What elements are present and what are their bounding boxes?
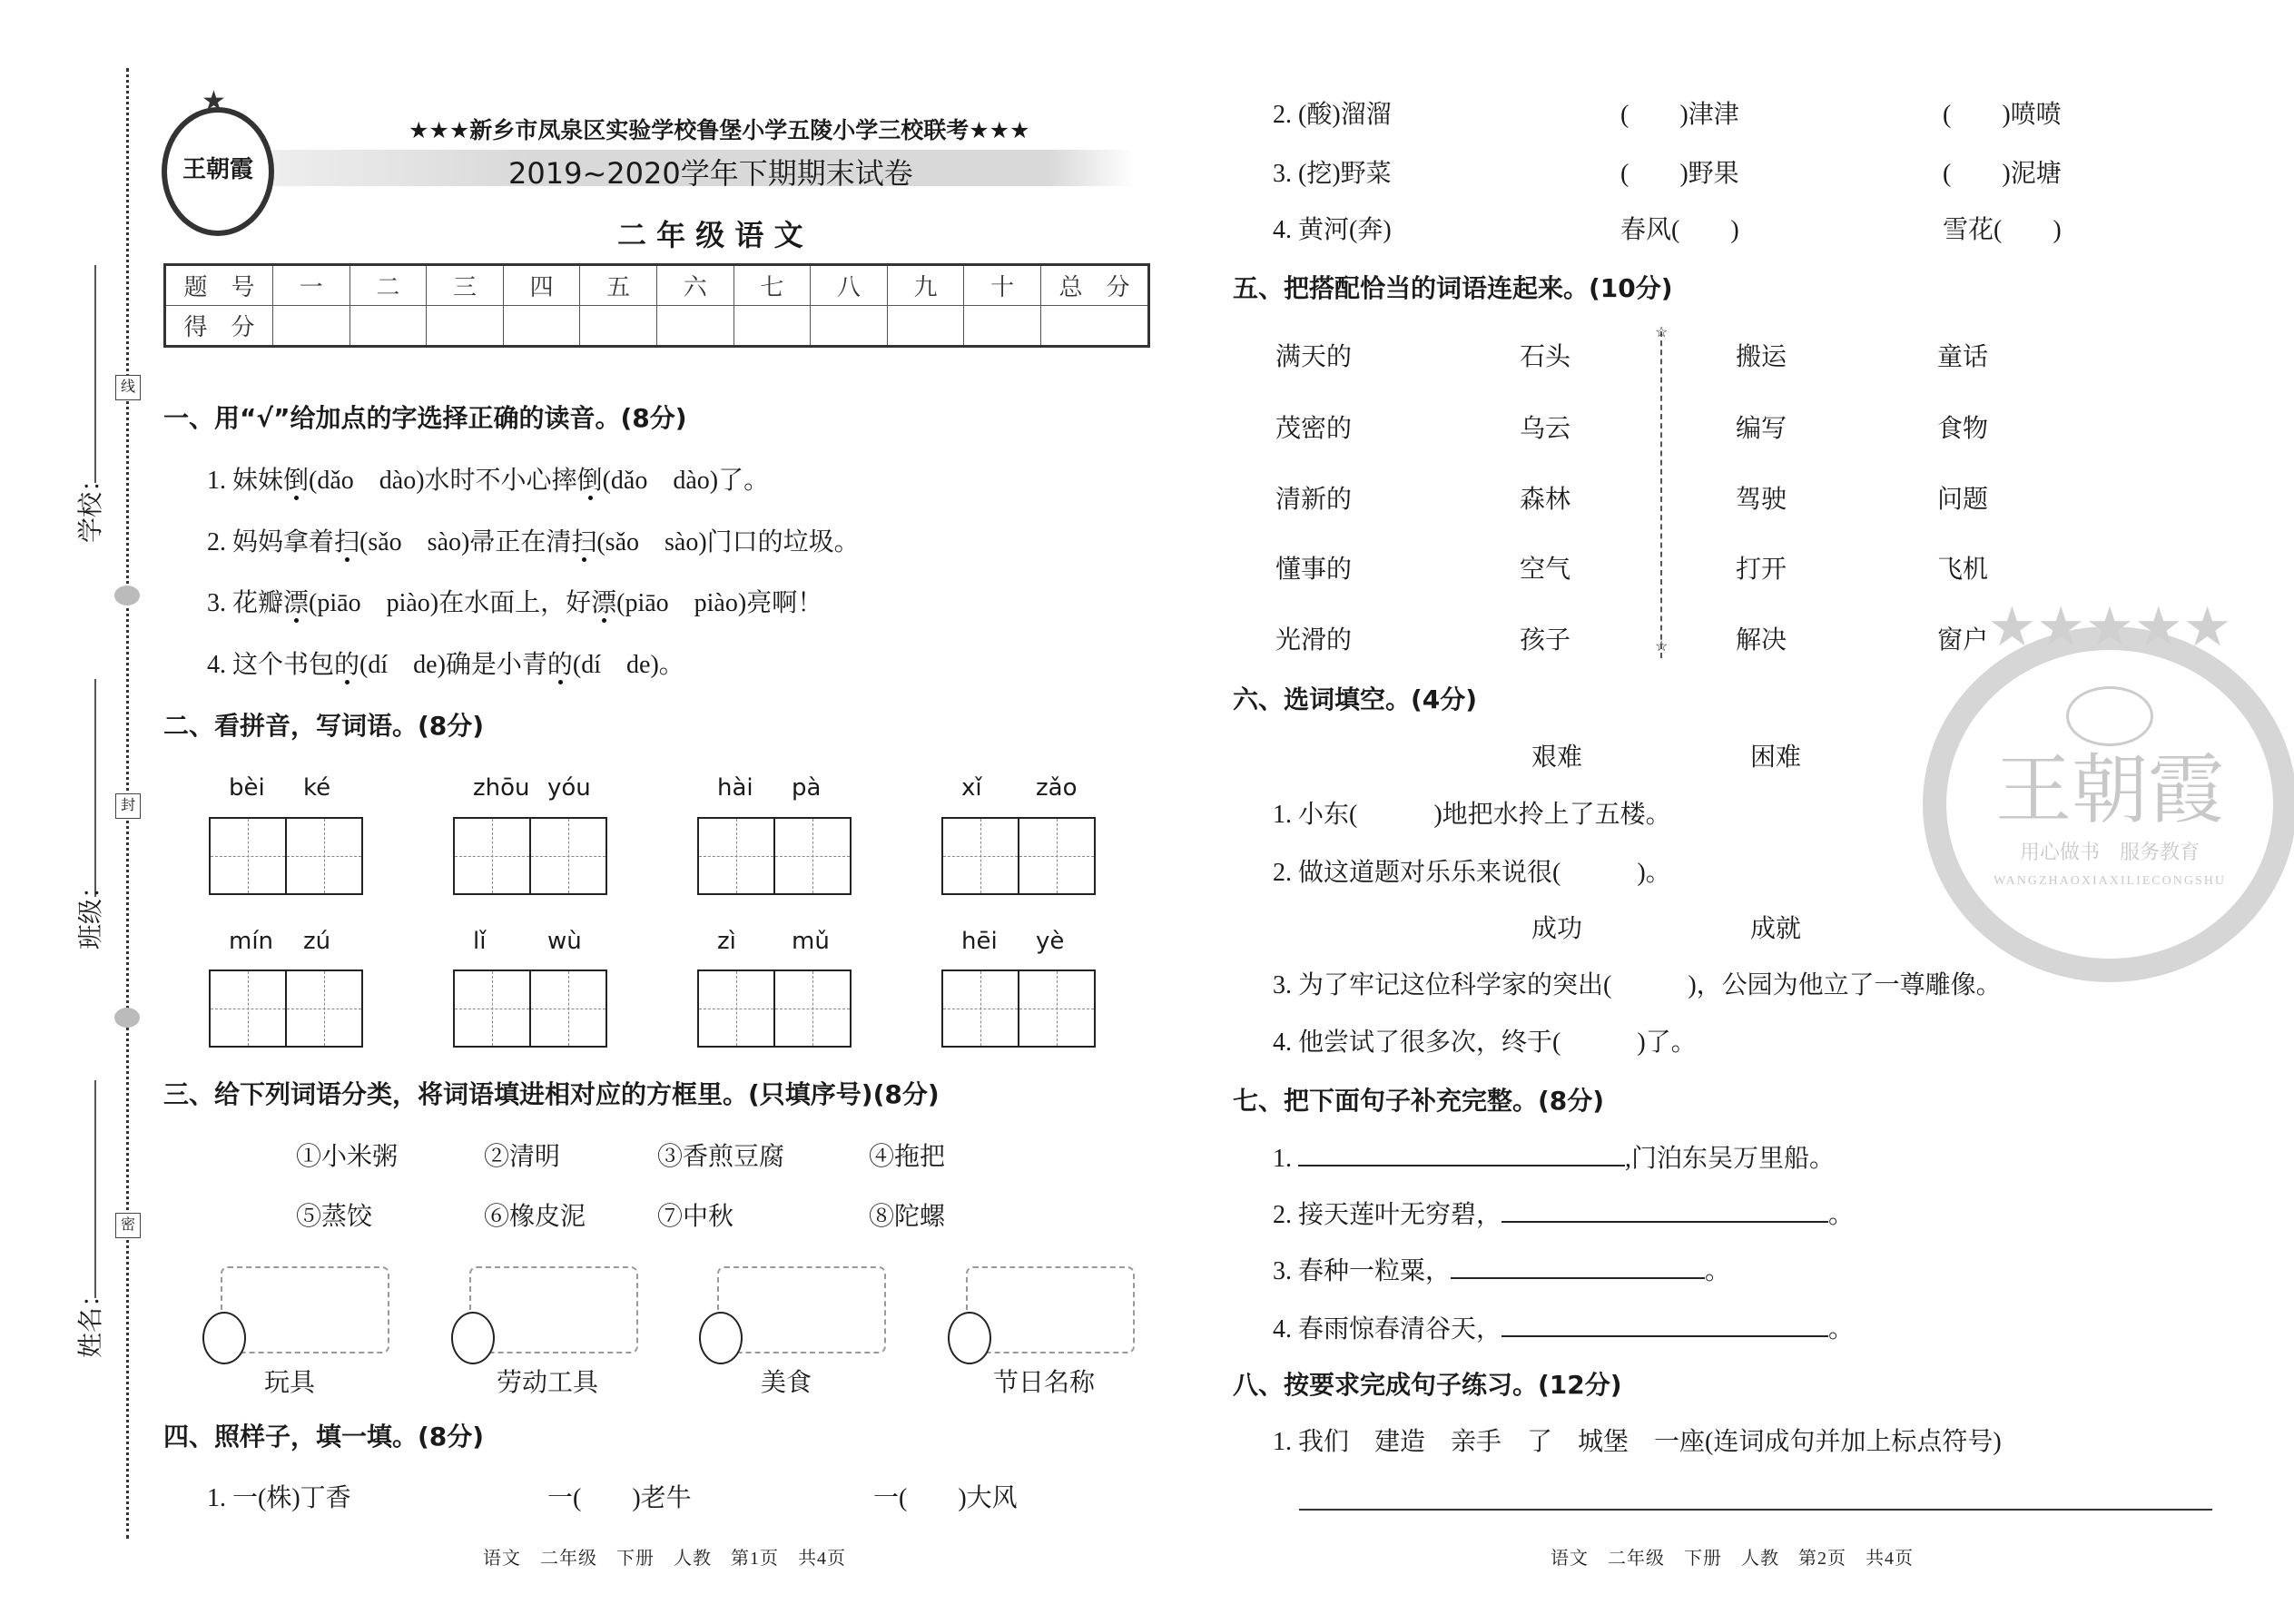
answer-blank[interactable] [1298,1143,1625,1166]
dotted-char: 的 [546,651,573,679]
subject-title: 二 年 级 语 文 [617,218,803,252]
pinyin: hēi [961,928,998,955]
watermark-name: 王朝霞 [1994,749,2224,833]
match-word[interactable]: 清新的 [1275,486,1353,514]
poem-item [1273,1199,1854,1231]
matching-divider [1660,331,1662,658]
s4-item: 一( )老牛 [547,1484,692,1512]
item-text: )地把水拎上了五楼。 [1433,801,1671,829]
match-word[interactable]: 问题 [1937,486,1989,514]
score-input-cell[interactable] [656,306,733,347]
score-header-cell: 总 分 [1041,265,1149,306]
answer-blank[interactable] [1451,1255,1705,1279]
score-input-cell[interactable] [273,306,350,347]
grid-cell[interactable] [211,819,287,893]
seal-mark-xian: 线 [115,375,141,400]
word-option: ⑦中秋 [657,1203,734,1231]
match-word[interactable]: 飞机 [1937,556,1989,584]
score-input-cell[interactable] [811,306,888,347]
answer-blank[interactable] [1357,801,1433,829]
s4-item: 雪花( ) [1943,216,2062,244]
item-text: )了。 [1637,1029,1697,1057]
seal-mark-mi: 密 [115,1213,141,1238]
grid-cell[interactable] [699,819,775,893]
word-choice: 成功 [1531,915,1583,943]
match-word[interactable]: 打开 [1736,556,1787,584]
match-word[interactable]: 森林 [1520,486,1571,514]
category-label: 美食 [761,1369,812,1397]
name-underline [94,1080,96,1298]
section-1-heading: 一、用“√”给加点的字选择正确的读音。(8分) [163,403,687,433]
grid-cell[interactable] [1019,971,1094,1046]
watermark-stars-icon: ★★★★★ [1987,597,2232,657]
grid-cell[interactable] [531,971,605,1046]
category-label: 节日名称 [993,1369,1096,1397]
item-text: 3. 花瓣 [207,589,284,617]
item-text: )。 [1637,859,1671,887]
grid-cell[interactable] [1019,819,1094,893]
score-input-cell[interactable] [580,306,657,347]
section-8-heading: 八、按要求完成句子练习。(12分) [1233,1370,1622,1400]
s4-item: ( )野果 [1620,160,1739,188]
match-word[interactable]: 驾驶 [1736,486,1787,514]
section-5-heading: 五、把搭配恰当的词语连起来。(10分) [1233,273,1673,303]
category-label: 劳动工具 [497,1369,599,1397]
s4-item: ( )津津 [1620,101,1739,129]
watermark-ring-text: WANGZHAOXIAXILIECONGSHU [1994,874,2226,888]
match-word[interactable]: 茂密的 [1275,415,1353,443]
score-header-cell: 七 [733,265,811,306]
dotted-char: 漂 [283,589,310,617]
score-header-cell: 四 [503,265,580,306]
section-3-heading: 三、给下列词语分类，将词语填进相对应的方框里。(只填序号)(8分) [163,1079,940,1109]
exam-title: 2019~2020学年下期期末试卷 [508,156,913,191]
score-input-cell[interactable] [427,306,504,347]
tian-grid[interactable] [209,969,363,1048]
word-option: ⑥橡皮泥 [484,1203,586,1231]
grid-cell[interactable] [455,971,531,1046]
fill-item [1273,800,1671,831]
answer-blank[interactable] [1501,1199,1828,1223]
pinyin: hài [717,774,753,802]
score-input-cell[interactable] [964,306,1041,347]
dotted-char: 倒 [576,467,603,495]
item-text: (sǎo sào)帚正在清 [359,528,572,556]
watermark-slogan: 用心做书 服务教育 [2019,841,2200,863]
item-text: (piāo piào)亮啊！ [616,589,823,617]
word-option: ②清明 [484,1143,561,1171]
match-word[interactable]: 编写 [1736,415,1787,443]
match-word[interactable]: 乌云 [1520,415,1571,443]
pinyin: zú [303,928,331,955]
match-word[interactable]: 石头 [1520,343,1571,371]
item-text: 。 [1705,1257,1731,1285]
match-word[interactable]: 空气 [1520,556,1571,584]
score-header-cell: 二 [350,265,427,306]
exam-subtitle: ★★★新乡市凤泉区实验学校鲁堡小学五陵小学三校联考★★★ [409,117,1030,143]
answer-blank[interactable] [1611,971,1688,999]
s4-item: 2. (酸)溜溜 [1273,101,1392,129]
dotted-char: 的 [334,651,360,679]
score-header-cell: 十 [964,265,1041,306]
answer-blank[interactable] [1561,1029,1637,1057]
match-word[interactable]: 懂事的 [1275,556,1353,584]
star-icon: ☆ [1655,325,1669,340]
pinyin: wù [547,928,582,955]
pinyin: yè [1036,928,1065,955]
pinyin: bèi [229,774,265,802]
fill-item [1273,1028,1697,1058]
item-text: 。 [1828,1315,1855,1343]
s4-item: 1. 一(株)丁香 [207,1484,351,1512]
item-text: 4. 他尝试了很多次，终于( [1273,1029,1561,1057]
s4-item: 3. (挖)野菜 [1273,160,1392,188]
item-text: )，公园为他立了一尊雕像。 [1688,971,2002,999]
item-text: (sǎo sào)门口的垃圾。 [596,528,860,556]
dotted-char: 漂 [591,589,617,617]
dotted-char: 倒 [283,467,310,495]
s4-item: ( )泥塘 [1943,160,2062,188]
grid-cell[interactable] [943,971,1019,1046]
score-header-cell: 一 [273,265,350,306]
section-7-heading: 七、把下面句子补充完整。(8分) [1233,1086,1605,1116]
match-word[interactable]: 童话 [1937,343,1989,371]
grid-cell[interactable] [455,819,531,893]
score-input-cell[interactable] [503,306,580,347]
item-text: 2. 妈妈拿着 [207,528,335,556]
grid-cell[interactable] [775,819,850,893]
match-word[interactable]: 搬运 [1736,343,1787,371]
score-table [163,263,1150,348]
match-word[interactable]: 孩子 [1520,626,1571,655]
score-header-cell: 五 [580,265,657,306]
pinyin: zì [717,928,736,955]
star-icon: ☆ [1655,639,1669,655]
answer-blank[interactable] [1561,859,1637,887]
tian-grid[interactable] [697,817,852,895]
cartoon-blob-icon [699,1312,743,1364]
item-text: (dí de)确是小青 [359,651,547,679]
match-word[interactable]: 光滑的 [1275,626,1353,655]
s4-item: 4. 黄河(奔) [1273,216,1392,244]
item-text: 。 [1828,1201,1855,1229]
dotted-char: 扫 [571,528,597,556]
item-text: 1. 妹妹 [207,467,284,495]
s4-item: 一( )大风 [873,1484,1018,1512]
tian-grid[interactable] [209,817,363,895]
item-text: 3. 春种一粒粟， [1273,1257,1452,1285]
item-text: (dǎo dào)了。 [602,467,770,495]
pinyin: xǐ [961,774,982,802]
school-underline [94,265,96,483]
reading-item [207,588,822,619]
category-label: 玩具 [264,1369,316,1397]
score-input-cell[interactable] [350,306,427,347]
reading-item [207,527,860,558]
word-choice: 困难 [1750,743,1802,772]
s4-item: ( )喷喷 [1943,101,2062,129]
poem-item [1273,1143,1835,1175]
grid-cell[interactable] [943,819,1019,893]
item-text: ,门泊东吴万里船。 [1625,1145,1836,1173]
word-option: ①小米粥 [296,1143,399,1171]
pinyin: lǐ [473,928,487,955]
word-option: ⑧陀螺 [869,1203,946,1231]
section-6-heading: 六、选词填空。(4分) [1233,684,1478,714]
reading-item [207,466,769,497]
fill-item [1273,858,1671,889]
item-text: (piāo piào)在水面上，好 [309,589,592,617]
pinyin: yóu [547,774,591,802]
grid-cell[interactable] [531,819,605,893]
class-underline [94,679,96,897]
s4-item: 春风( ) [1620,216,1739,244]
answer-blank[interactable] [1501,1314,1828,1337]
score-input-cell[interactable] [1041,306,1149,347]
item-text: 1. 小东( [1273,801,1358,829]
score-header-cell: 三 [427,265,504,306]
match-word[interactable]: 满天的 [1275,343,1353,371]
answer-line[interactable] [1299,1509,2212,1511]
section-4-heading: 四、照样子，填一填。(8分) [163,1422,485,1452]
s8-item: 1. 我们 建造 亲手 了 城堡 一座(连词成句并加上标点符号) [1273,1428,2002,1456]
grid-cell[interactable] [699,971,775,1046]
score-header-cell: 八 [811,265,888,306]
tian-grid[interactable] [941,969,1096,1048]
logo-star-icon: ★ [202,86,226,116]
tian-grid[interactable] [697,969,852,1048]
score-row-label: 得 分 [165,306,273,347]
tian-grid[interactable] [453,969,607,1048]
pinyin: zǎo [1036,774,1078,802]
school-label: 学校： [77,466,106,544]
pinyin: mín [229,928,274,955]
dotted-char: 扫 [334,528,360,556]
name-label: 姓名： [77,1281,106,1359]
word-choice: 艰难 [1531,743,1583,772]
pinyin: pà [792,774,822,802]
page-footer-left: 语文 二年级 下册 人教 第1页 共4页 [483,1549,846,1569]
pinyin: mǔ [792,928,830,955]
grid-cell[interactable] [775,971,850,1046]
rose-icon [114,586,140,605]
item-text: 4. 这个书包 [207,651,335,679]
tian-grid[interactable] [453,817,607,895]
watermark-logo [1923,597,2294,982]
watermark-portrait [2066,686,2153,746]
tian-grid[interactable] [941,817,1096,895]
item-text: 4. 春雨惊春清谷天， [1273,1315,1502,1343]
word-option: ④拖把 [869,1143,946,1171]
cartoon-blob-icon [202,1312,246,1364]
fill-item [1273,970,2002,1001]
score-input-cell[interactable] [733,306,811,347]
item-text: 2. 接天莲叶无穷碧， [1273,1201,1502,1229]
grid-cell[interactable] [211,971,287,1046]
match-word[interactable]: 窗户 [1937,626,1989,655]
score-row [165,306,1149,347]
score-header-cell: 九 [887,265,964,306]
word-choice: 成就 [1750,915,1802,943]
pinyin: zhōu [473,774,530,802]
poem-item [1273,1255,1730,1287]
section-2-heading: 二、看拼音，写词语。(8分) [163,711,485,741]
item-text: 3. 为了牢记这位科学家的突出( [1273,971,1612,999]
match-word[interactable]: 解决 [1736,626,1787,655]
grid-cell[interactable] [287,971,361,1046]
word-option: ③香煎豆腐 [657,1143,785,1171]
pinyin: ké [303,774,331,802]
item-text: 2. 做这道题对乐乐来说很( [1273,859,1561,887]
logo-badge [162,86,274,236]
rose-icon [114,1008,140,1028]
score-input-cell[interactable] [887,306,964,347]
item-text: (dí de)。 [572,651,684,679]
item-text: (dǎo dào)水时不小心摔 [309,467,577,495]
reading-item [207,650,684,681]
word-option: ⑤蒸饺 [296,1203,373,1231]
poem-item [1273,1314,1854,1345]
match-word[interactable]: 食物 [1937,415,1989,443]
cartoon-blob-icon [451,1312,495,1364]
cartoon-blob-icon [948,1312,991,1364]
logo-text: 王朝霞 [182,156,253,182]
page-footer-right: 语文 二年级 下册 人教 第2页 共4页 [1551,1549,1914,1569]
score-header-row [165,265,1149,306]
item-text: 1. [1273,1145,1298,1173]
score-header-cell: 题 号 [165,265,273,306]
score-header-cell: 六 [656,265,733,306]
grid-cell[interactable] [287,819,361,893]
seal-mark-feng: 封 [115,793,141,819]
class-label: 班级： [77,872,106,950]
